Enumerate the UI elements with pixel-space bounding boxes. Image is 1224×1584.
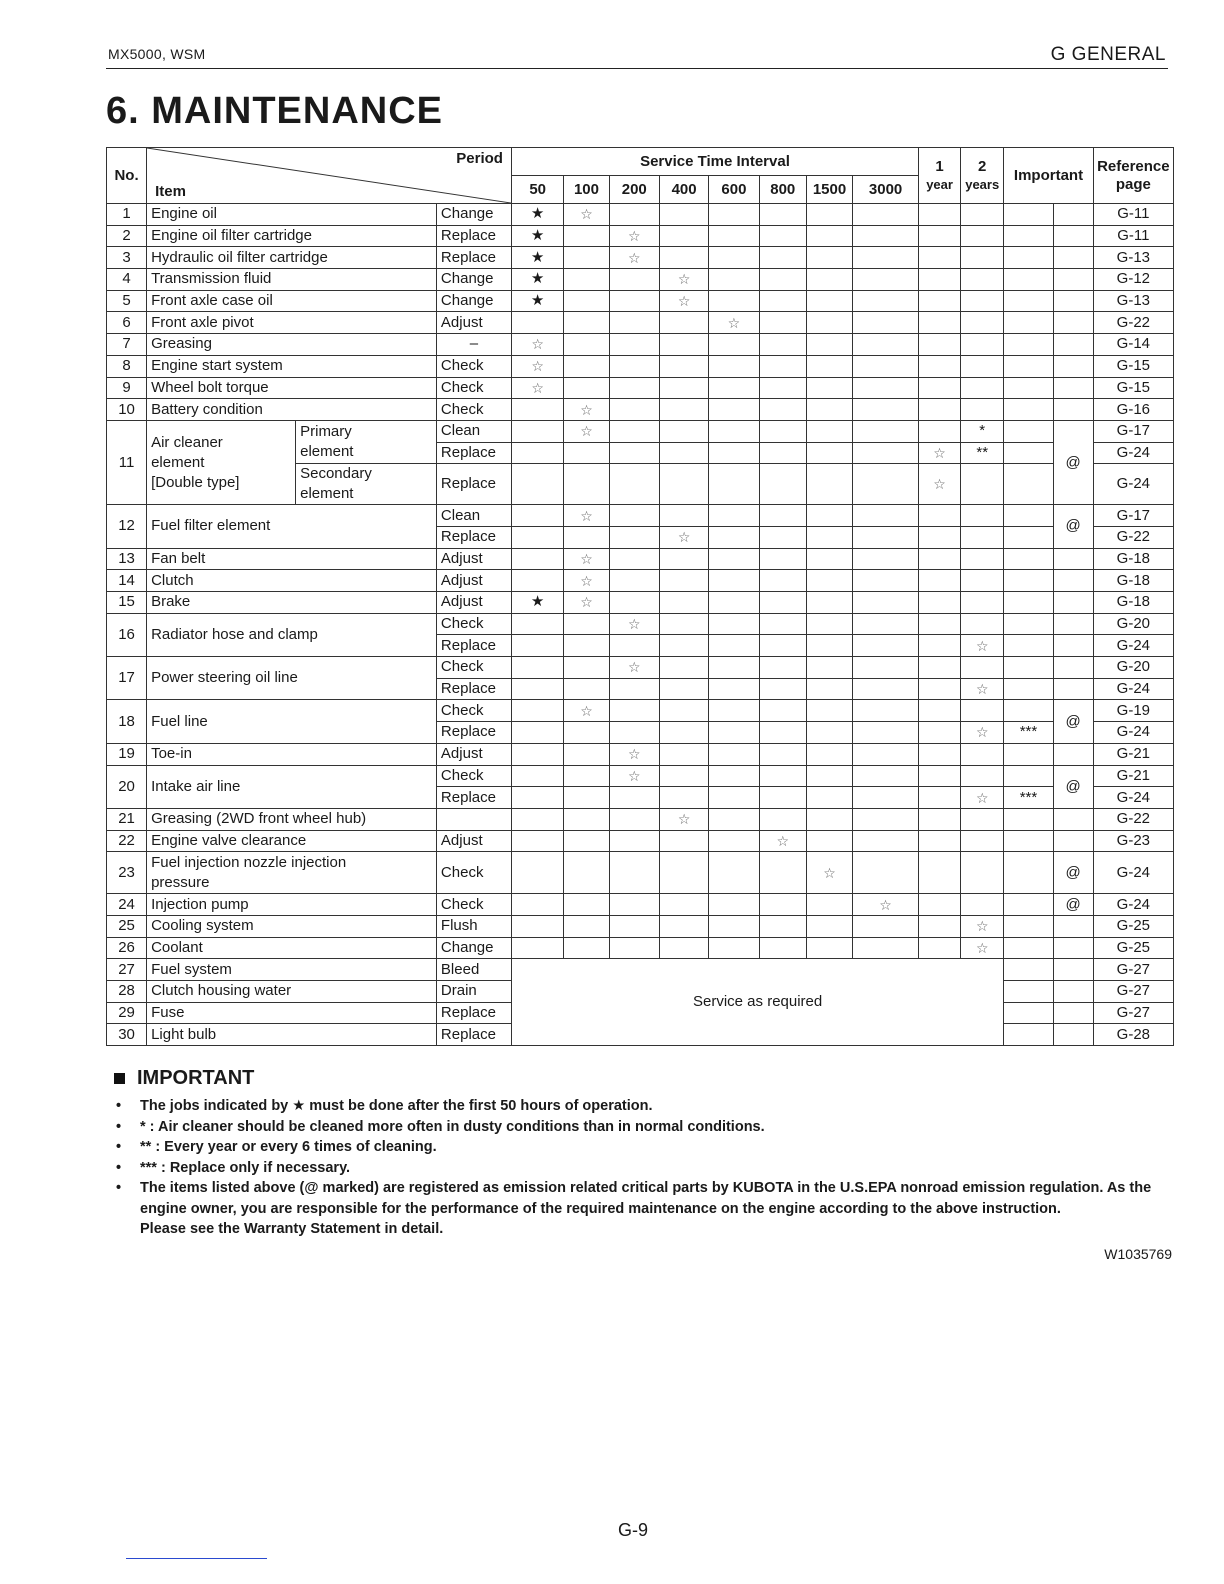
- row-period: [436, 808, 511, 830]
- header-reference: Reference: [1097, 157, 1170, 175]
- row-no: 30: [107, 1024, 147, 1046]
- hollow-star-mark: ☆: [564, 399, 609, 421]
- emission-at-mark: @: [1053, 894, 1093, 916]
- table-row: [107, 852, 1174, 894]
- row-period: Check: [436, 355, 511, 377]
- hollow-star-mark: ☆: [709, 312, 759, 334]
- header-200: 200: [609, 176, 659, 204]
- hollow-star-mark: ☆: [609, 765, 659, 787]
- hollow-star-mark: ☆: [961, 787, 1004, 809]
- row-period: Replace: [436, 1024, 511, 1046]
- row-period: Replace: [436, 678, 511, 700]
- header-1-year-num: 1: [935, 157, 944, 175]
- filled-star-mark: ★: [511, 290, 563, 312]
- row-no: 2: [107, 225, 147, 247]
- row-no: 28: [107, 981, 147, 1003]
- row-item: Battery condition: [147, 399, 437, 421]
- row-no: 1: [107, 204, 147, 226]
- row-ref: G-24: [1093, 787, 1173, 809]
- row-period: Adjust: [436, 548, 511, 570]
- square-bullet-icon: [114, 1073, 125, 1084]
- hollow-star-mark: ☆: [609, 657, 659, 679]
- row-ref: G-28: [1093, 1024, 1173, 1046]
- row-ref: G-15: [1093, 355, 1173, 377]
- row-no: 16: [107, 613, 147, 656]
- row-ref: G-27: [1093, 981, 1173, 1003]
- row-ref: G-25: [1093, 915, 1173, 937]
- header-2-years-unit: years: [965, 176, 1000, 192]
- row-item: Toe-in: [147, 743, 437, 765]
- row-period: Flush: [436, 915, 511, 937]
- row-ref: G-27: [1093, 1002, 1173, 1024]
- hollow-star-mark: ☆: [564, 505, 609, 527]
- row-no: 11: [107, 420, 147, 504]
- row-period: Check: [436, 894, 511, 916]
- row-period: Replace: [436, 526, 511, 548]
- row-item: Coolant: [147, 937, 437, 959]
- row-ref: G-11: [1093, 204, 1173, 226]
- row-ref: G-21: [1093, 743, 1173, 765]
- hollow-star-mark: ☆: [961, 678, 1004, 700]
- filled-star-mark: ★: [511, 592, 563, 614]
- row-period: Drain: [436, 981, 511, 1003]
- hollow-star-mark: ☆: [919, 442, 961, 464]
- row-no: 26: [107, 937, 147, 959]
- header-reference-page: [1093, 148, 1173, 204]
- row-item: Light bulb: [147, 1024, 437, 1046]
- row-ref: G-21: [1093, 765, 1173, 787]
- filled-star-mark: ★: [511, 269, 563, 291]
- hollow-star-mark: ☆: [511, 334, 563, 356]
- table-row: [107, 548, 1174, 570]
- table-row: [107, 700, 1174, 722]
- table-row: [107, 247, 1174, 269]
- row-period: Adjust: [436, 312, 511, 334]
- emission-at-mark: @: [1053, 765, 1093, 808]
- hollow-star-mark: ☆: [609, 743, 659, 765]
- row-item-line: [Double type]: [151, 473, 240, 491]
- row-item: Clutch housing water: [147, 981, 437, 1003]
- header-1-year-unit: year: [926, 176, 953, 192]
- hollow-star-mark: ☆: [609, 247, 659, 269]
- row-no: 18: [107, 700, 147, 743]
- note-mark-3: ***: [1004, 722, 1053, 744]
- header-2-years: [961, 148, 1004, 204]
- row-period: Adjust: [436, 570, 511, 592]
- row-ref: G-16: [1093, 399, 1173, 421]
- hollow-star-mark: ☆: [659, 269, 708, 291]
- row-ref: G-24: [1093, 464, 1173, 505]
- emission-at-mark: @: [1053, 700, 1093, 743]
- hollow-star-mark: ☆: [609, 225, 659, 247]
- table-row: [107, 269, 1174, 291]
- table-row: [107, 225, 1174, 247]
- note-mark-3: ***: [1004, 787, 1053, 809]
- header-item-period: [147, 148, 512, 204]
- header-2-years-num: 2: [978, 157, 987, 175]
- list-item: • *** : Replace only if necessary.: [114, 1158, 1176, 1179]
- row-item: Clutch: [147, 570, 437, 592]
- row-item-line: element: [151, 453, 205, 471]
- row-period: –: [436, 334, 511, 356]
- table-row: [107, 592, 1174, 614]
- row-item: Fuel line: [147, 700, 437, 743]
- row-item: Front axle pivot: [147, 312, 437, 334]
- hollow-star-mark: ☆: [564, 700, 609, 722]
- row-item: Hydraulic oil filter cartridge: [147, 247, 437, 269]
- row-period: Check: [436, 613, 511, 635]
- table-row: [107, 377, 1174, 399]
- important-title: IMPORTANT: [137, 1067, 255, 1089]
- row-period: Replace: [436, 1002, 511, 1024]
- filled-star-mark: ★: [511, 204, 563, 226]
- hollow-star-mark: ☆: [919, 464, 961, 505]
- row-period: Check: [436, 852, 511, 894]
- row-ref: G-15: [1093, 377, 1173, 399]
- row-period: Replace: [436, 787, 511, 809]
- row-item: Fuse: [147, 1002, 437, 1024]
- row-ref: G-18: [1093, 592, 1173, 614]
- row-ref: G-20: [1093, 613, 1173, 635]
- row-no: 3: [107, 247, 147, 269]
- row-item: Fuel filter element: [147, 505, 437, 548]
- row-ref: G-24: [1093, 678, 1173, 700]
- row-subitem-line: element: [300, 485, 354, 503]
- table-row: [107, 894, 1174, 916]
- row-period: Change: [436, 269, 511, 291]
- table-row: [107, 743, 1174, 765]
- note-mark-1: *: [961, 420, 1004, 442]
- row-item: Engine valve clearance: [147, 830, 437, 852]
- row-ref: G-23: [1093, 830, 1173, 852]
- table-row: [107, 399, 1174, 421]
- table-row: [107, 613, 1174, 635]
- hollow-star-mark: ☆: [511, 355, 563, 377]
- row-ref: G-13: [1093, 290, 1173, 312]
- header-important: Important: [1004, 148, 1093, 204]
- table-row: [107, 765, 1174, 787]
- row-item: Engine oil filter cartridge: [147, 225, 437, 247]
- row-item: Intake air line: [147, 765, 437, 808]
- row-no: 17: [107, 657, 147, 700]
- table-row: [107, 830, 1174, 852]
- row-ref: G-22: [1093, 808, 1173, 830]
- header-model: MX5000, WSM: [108, 46, 206, 62]
- table-row: [107, 915, 1174, 937]
- row-item: Cooling system: [147, 915, 437, 937]
- row-period: Replace: [436, 464, 511, 505]
- list-item: • ** : Every year or every 6 times of cleaning.: [114, 1137, 1176, 1158]
- row-ref: G-24: [1093, 722, 1173, 744]
- row-no: 6: [107, 312, 147, 334]
- hollow-star-mark: ☆: [961, 635, 1004, 657]
- row-period: Clean: [436, 420, 511, 442]
- hollow-star-mark: ☆: [961, 937, 1004, 959]
- service-as-required: Service as required: [511, 959, 1003, 1046]
- page-number: G-9: [618, 1520, 649, 1540]
- row-item: [147, 420, 296, 504]
- row-item: Fuel system: [147, 959, 437, 981]
- document-code: W1035769: [1104, 1246, 1172, 1262]
- row-item-line: Air cleaner: [151, 433, 223, 451]
- row-item: Wheel bolt torque: [147, 377, 437, 399]
- table-row: [107, 959, 1174, 981]
- hollow-star-mark: ☆: [564, 592, 609, 614]
- row-ref: G-24: [1093, 894, 1173, 916]
- filled-star-mark: ★: [511, 247, 563, 269]
- row-period: Adjust: [436, 592, 511, 614]
- hollow-star-mark: ☆: [806, 852, 852, 894]
- table-row: [107, 808, 1174, 830]
- row-item: Engine oil: [147, 204, 437, 226]
- row-no: 5: [107, 290, 147, 312]
- row-ref: G-27: [1093, 959, 1173, 981]
- list-item: • The jobs indicated by ★ must be done after the first 50 hours of operation.: [114, 1096, 1176, 1117]
- row-item: Greasing (2WD front wheel hub): [147, 808, 437, 830]
- table-row: [107, 355, 1174, 377]
- row-no: 24: [107, 894, 147, 916]
- row-subitem-line: Secondary: [300, 465, 372, 483]
- row-period: Check: [436, 700, 511, 722]
- header-400: 400: [659, 176, 708, 204]
- row-period: Check: [436, 377, 511, 399]
- row-item: Power steering oil line: [147, 657, 437, 700]
- header-1-year: [919, 148, 961, 204]
- row-no: 14: [107, 570, 147, 592]
- row-ref: G-14: [1093, 334, 1173, 356]
- row-ref: G-11: [1093, 225, 1173, 247]
- row-no: 9: [107, 377, 147, 399]
- hollow-star-mark: ☆: [659, 808, 708, 830]
- row-item: Radiator hose and clamp: [147, 613, 437, 656]
- filled-star-mark: ★: [511, 225, 563, 247]
- list-item: • * : Air cleaner should be cleaned more often in dusty conditions than in normal conditions.: [114, 1117, 1176, 1138]
- hollow-star-mark: ☆: [759, 830, 806, 852]
- hollow-star-mark: ☆: [564, 420, 609, 442]
- hollow-star-mark: ☆: [659, 290, 708, 312]
- row-ref: G-19: [1093, 700, 1173, 722]
- hollow-star-mark: ☆: [961, 915, 1004, 937]
- table-row: [107, 570, 1174, 592]
- row-no: 21: [107, 808, 147, 830]
- row-no: 7: [107, 334, 147, 356]
- row-ref: G-18: [1093, 548, 1173, 570]
- row-no: 25: [107, 915, 147, 937]
- header-3000: 3000: [853, 176, 919, 204]
- row-no: 27: [107, 959, 147, 981]
- hollow-star-mark: ☆: [564, 570, 609, 592]
- header-50: 50: [511, 176, 563, 204]
- table-row: [107, 290, 1174, 312]
- row-no: 15: [107, 592, 147, 614]
- page-title: 6. MAINTENANCE: [106, 90, 444, 132]
- row-no: 19: [107, 743, 147, 765]
- row-ref: G-13: [1093, 247, 1173, 269]
- header-item: Item: [155, 183, 186, 200]
- row-no: 20: [107, 765, 147, 808]
- row-no: 4: [107, 269, 147, 291]
- row-period: Replace: [436, 247, 511, 269]
- row-subitem-secondary: [296, 464, 437, 505]
- row-subitem-primary: [296, 420, 437, 463]
- note-mark-2: **: [961, 442, 1004, 464]
- row-item-line: pressure: [151, 873, 210, 891]
- row-subitem-line: element: [300, 443, 354, 461]
- row-ref: G-22: [1093, 312, 1173, 334]
- row-item: [147, 852, 437, 894]
- important-notes: [114, 1096, 1176, 1219]
- row-item-line: Fuel injection nozzle injection: [151, 853, 347, 871]
- row-item: Front axle case oil: [147, 290, 437, 312]
- warranty-note: Please see the Warranty Statement in detail.: [140, 1221, 444, 1237]
- row-period: Replace: [436, 225, 511, 247]
- header-1500: 1500: [806, 176, 852, 204]
- row-no: 29: [107, 1002, 147, 1024]
- hollow-star-mark: ☆: [659, 526, 708, 548]
- link-underline: [126, 1558, 267, 1559]
- row-ref: G-18: [1093, 570, 1173, 592]
- header-800: 800: [759, 176, 806, 204]
- row-period: Change: [436, 204, 511, 226]
- row-ref: G-17: [1093, 420, 1173, 442]
- row-period: Adjust: [436, 830, 511, 852]
- row-item: Transmission fluid: [147, 269, 437, 291]
- important-heading: [114, 1067, 1176, 1090]
- maintenance-table: [106, 147, 1174, 1046]
- important-section: [114, 1067, 1176, 1240]
- row-item: Engine start system: [147, 355, 437, 377]
- row-period: Replace: [436, 635, 511, 657]
- row-period: Change: [436, 937, 511, 959]
- header-rule: [106, 68, 1168, 69]
- emission-at-mark: @: [1053, 505, 1093, 548]
- hollow-star-mark: ☆: [609, 613, 659, 635]
- row-item: Greasing: [147, 334, 437, 356]
- row-period: Check: [436, 765, 511, 787]
- row-item: Fan belt: [147, 548, 437, 570]
- row-ref: G-22: [1093, 526, 1173, 548]
- table-row: [107, 312, 1174, 334]
- header-no: No.: [107, 148, 147, 204]
- table-row: [107, 420, 1174, 442]
- table-row: [107, 657, 1174, 679]
- row-item: Brake: [147, 592, 437, 614]
- row-ref: G-12: [1093, 269, 1173, 291]
- row-period: Replace: [436, 442, 511, 464]
- row-period: Change: [436, 290, 511, 312]
- row-ref: G-24: [1093, 635, 1173, 657]
- header-page: page: [1115, 175, 1151, 193]
- table-row: [107, 937, 1174, 959]
- row-no: 23: [107, 852, 147, 894]
- row-subitem-line: Primary: [300, 423, 352, 441]
- emission-at-mark: @: [1053, 420, 1093, 504]
- header-section: G GENERAL: [1050, 44, 1166, 65]
- row-period: Check: [436, 657, 511, 679]
- table-row: [107, 334, 1174, 356]
- hollow-star-mark: ☆: [564, 204, 609, 226]
- row-period: Bleed: [436, 959, 511, 981]
- header-service-time-interval: Service Time Interval: [511, 148, 918, 176]
- row-no: 22: [107, 830, 147, 852]
- emission-at-mark: @: [1053, 852, 1093, 894]
- hollow-star-mark: ☆: [564, 548, 609, 570]
- table-row: [107, 204, 1174, 226]
- row-period: Replace: [436, 722, 511, 744]
- hollow-star-mark: ☆: [853, 894, 919, 916]
- hollow-star-mark: ☆: [511, 377, 563, 399]
- row-item: Injection pump: [147, 894, 437, 916]
- list-item: • The items listed above (@ marked) are registered as emission related critical parts by KUBOTA in the U.S.EPA nonroad emission regulation. As the engine owner, you are responsible for the performance of the required maintenance on the engine according to the above instruction.: [114, 1178, 1176, 1219]
- row-ref: G-24: [1093, 442, 1173, 464]
- row-ref: G-25: [1093, 937, 1173, 959]
- row-no: 12: [107, 505, 147, 548]
- row-period: Clean: [436, 505, 511, 527]
- row-no: 13: [107, 548, 147, 570]
- row-no: 10: [107, 399, 147, 421]
- hollow-star-mark: ☆: [961, 722, 1004, 744]
- header-period: Period: [456, 150, 503, 167]
- row-ref: G-24: [1093, 852, 1173, 894]
- row-ref: G-17: [1093, 505, 1173, 527]
- row-period: Adjust: [436, 743, 511, 765]
- table-row: [107, 505, 1174, 527]
- row-ref: G-20: [1093, 657, 1173, 679]
- row-period: Check: [436, 399, 511, 421]
- header-600: 600: [709, 176, 759, 204]
- header-100: 100: [564, 176, 609, 204]
- row-no: 8: [107, 355, 147, 377]
